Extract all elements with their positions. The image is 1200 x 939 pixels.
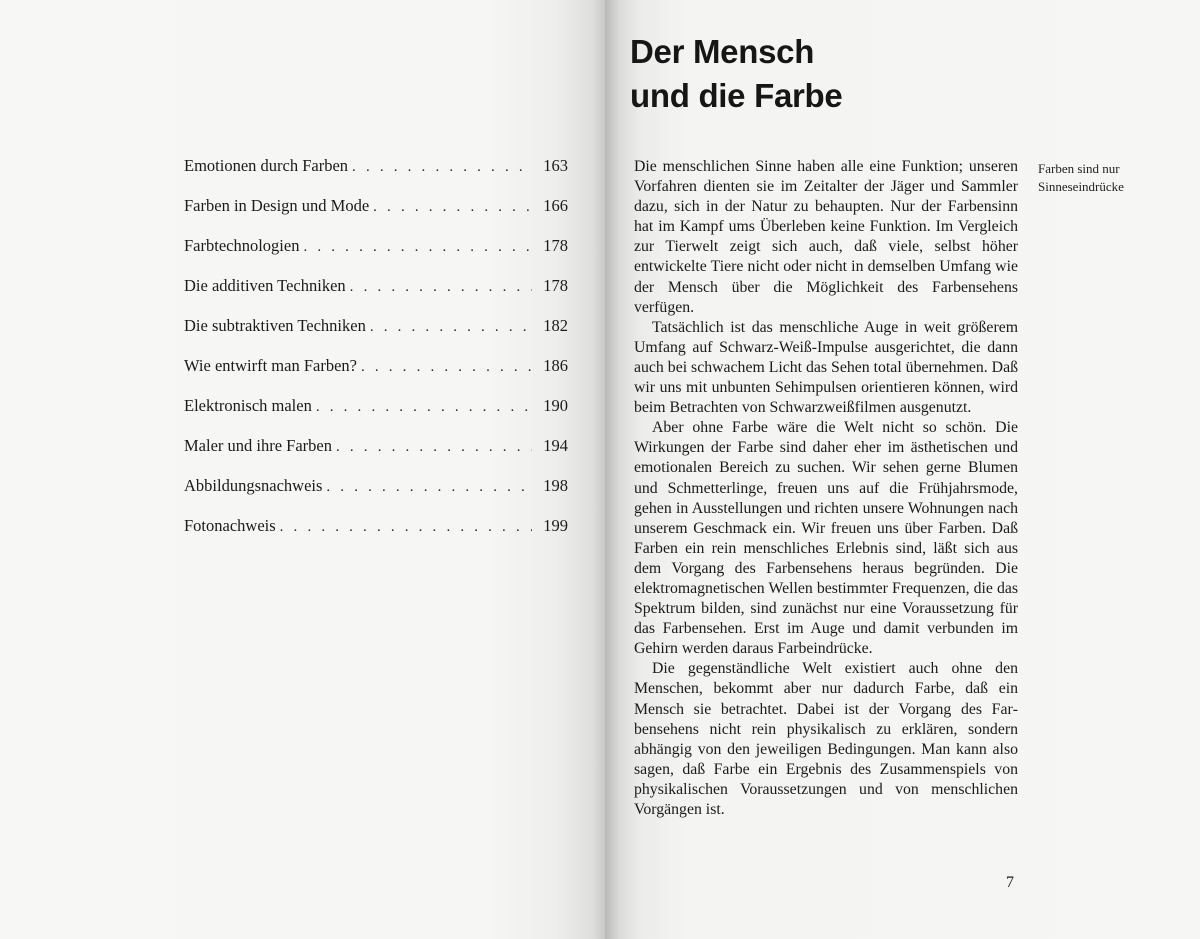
margin-note-line: Sinneseindrücke bbox=[1038, 179, 1124, 194]
toc-entry-title: Abbildungsnachweis bbox=[184, 476, 323, 495]
toc-entry-title: Die additiven Techniken bbox=[184, 276, 346, 295]
chapter-title-line: und die Farbe bbox=[630, 77, 843, 114]
toc-entry-page: 194 bbox=[543, 436, 568, 455]
toc-entry bbox=[184, 196, 568, 236]
toc-leader-dots bbox=[336, 437, 532, 457]
chapter-body bbox=[634, 157, 1018, 820]
chapter-title-line: Der Mensch bbox=[630, 33, 815, 70]
table-of-contents bbox=[184, 156, 568, 556]
toc-entry-page: 198 bbox=[543, 476, 568, 495]
toc-entry-page: 190 bbox=[543, 396, 568, 415]
toc-entry-page: 178 bbox=[543, 276, 568, 295]
toc-entry bbox=[184, 236, 568, 276]
toc-entry-title: Fotonachweis bbox=[184, 516, 276, 535]
toc-entry-page: 163 bbox=[543, 156, 568, 175]
paragraph: Aber ohne Farbe wäre die Welt nicht so schön. Die Wirkungen der Farbe sind daher eher im ästhetischen und emotionalen Bereich zu suchen. Wir sehen gerne Blumen und Schmetterlinge, freuen uns auf die Frühjahrsmode, gehen in Ausstellungen und richten unsere Wohnungen nach unserem Geschmack ein. Wir freuen uns über Farben. Daß Farben ein rein menschliches Erlebnis sind, läßt sich aus dem Vorgang des Farbensehens heraus begründen. Die elektromagnetischen Wellen bestimmter Frequenzen, die das Spektrum bilden, sind zunächst nur eine Voraussetzung für das Farbensehen. Erst im Auge und damit verbunden im Gehirn werden daraus Farbeindrücke. bbox=[634, 419, 1018, 658]
toc-entry-title: Farben in Design und Mode bbox=[184, 196, 370, 215]
toc-entry bbox=[184, 156, 568, 196]
toc-entry bbox=[184, 476, 568, 516]
toc-entry-title: Farbtechnologien bbox=[184, 236, 300, 255]
toc-entry bbox=[184, 276, 568, 316]
toc-entry-title: Die subtraktiven Techniken bbox=[184, 316, 366, 335]
toc-entry-title: Emotionen durch Farben bbox=[184, 156, 349, 175]
paragraph: Tatsächlich ist das menschliche Auge in weit größerem Umfang auf Schwarz-Weiß-Impulse ausgerichtet, die dann auch bei schwachem Licht das Sehen total übernehmen. Daß wir uns mit unbunten Sehimpulsen orientieren können, wird beim Betrachten von Schwarzweißfilmen ausgenutzt. bbox=[634, 318, 1018, 417]
paragraph: Die gegenständliche Welt existiert auch ohne den Menschen, bekommt aber nur dadurch Farbe, daß ein Mensch sie betrachtet. Dabei ist der Vorgang des Farbensehens nicht rein physikalisch zu erklären, sondern abhängig von den jeweiligen Bedingungen. Man kann also sagen, daß Farbe ein Ergebnis des Zusammenspiels von physikalischen Voraussetzungen und von menschlichen Vorgängen ist. bbox=[634, 660, 1018, 818]
toc-entry-page: 182 bbox=[543, 316, 568, 335]
toc-leader-dots bbox=[373, 197, 532, 217]
toc-leader-dots bbox=[326, 477, 532, 497]
toc-leader-dots bbox=[352, 157, 532, 177]
margin-note bbox=[1038, 160, 1148, 196]
toc-entry bbox=[184, 356, 568, 396]
paragraph: Die menschlichen Sinne haben alle eine Funktion; unseren Vorfahren dienten sie im Zeitalter der Jäger und Sammler dazu, sich in der Natur zu behaupten. Nur der Farbensinn hat im Kampf ums Überleben keine Funktion. Im Vergleich zur Tierwelt zeigt sich auch, daß viele, selbst höher entwickelte Tiere nicht oder nicht in demselben Umfang wie der Mensch über die Möglichkeit des Farbensehens verfügen. bbox=[634, 158, 1018, 316]
toc-leader-dots bbox=[303, 237, 532, 257]
toc-leader-dots bbox=[370, 317, 532, 337]
toc-leader-dots bbox=[280, 517, 532, 537]
toc-entry bbox=[184, 516, 568, 556]
toc-entry-page: 166 bbox=[543, 196, 568, 215]
toc-entry bbox=[184, 316, 568, 356]
toc-leader-dots bbox=[350, 277, 532, 297]
toc-entry-page: 178 bbox=[543, 236, 568, 255]
page-number: 7 bbox=[1006, 874, 1014, 891]
margin-note-line: Farben sind nur bbox=[1038, 161, 1120, 176]
toc-leader-dots bbox=[361, 357, 532, 377]
chapter-title bbox=[630, 30, 842, 118]
toc-leader-dots bbox=[316, 397, 532, 417]
toc-entry-title: Elektronisch malen bbox=[184, 396, 312, 415]
toc-entry-title: Wie entwirft man Farben? bbox=[184, 356, 357, 375]
toc-entry-page: 199 bbox=[543, 516, 568, 535]
toc-entry bbox=[184, 396, 568, 436]
toc-entry-page: 186 bbox=[543, 356, 568, 375]
toc-entry-title: Maler und ihre Farben bbox=[184, 436, 332, 455]
toc-entry bbox=[184, 436, 568, 476]
